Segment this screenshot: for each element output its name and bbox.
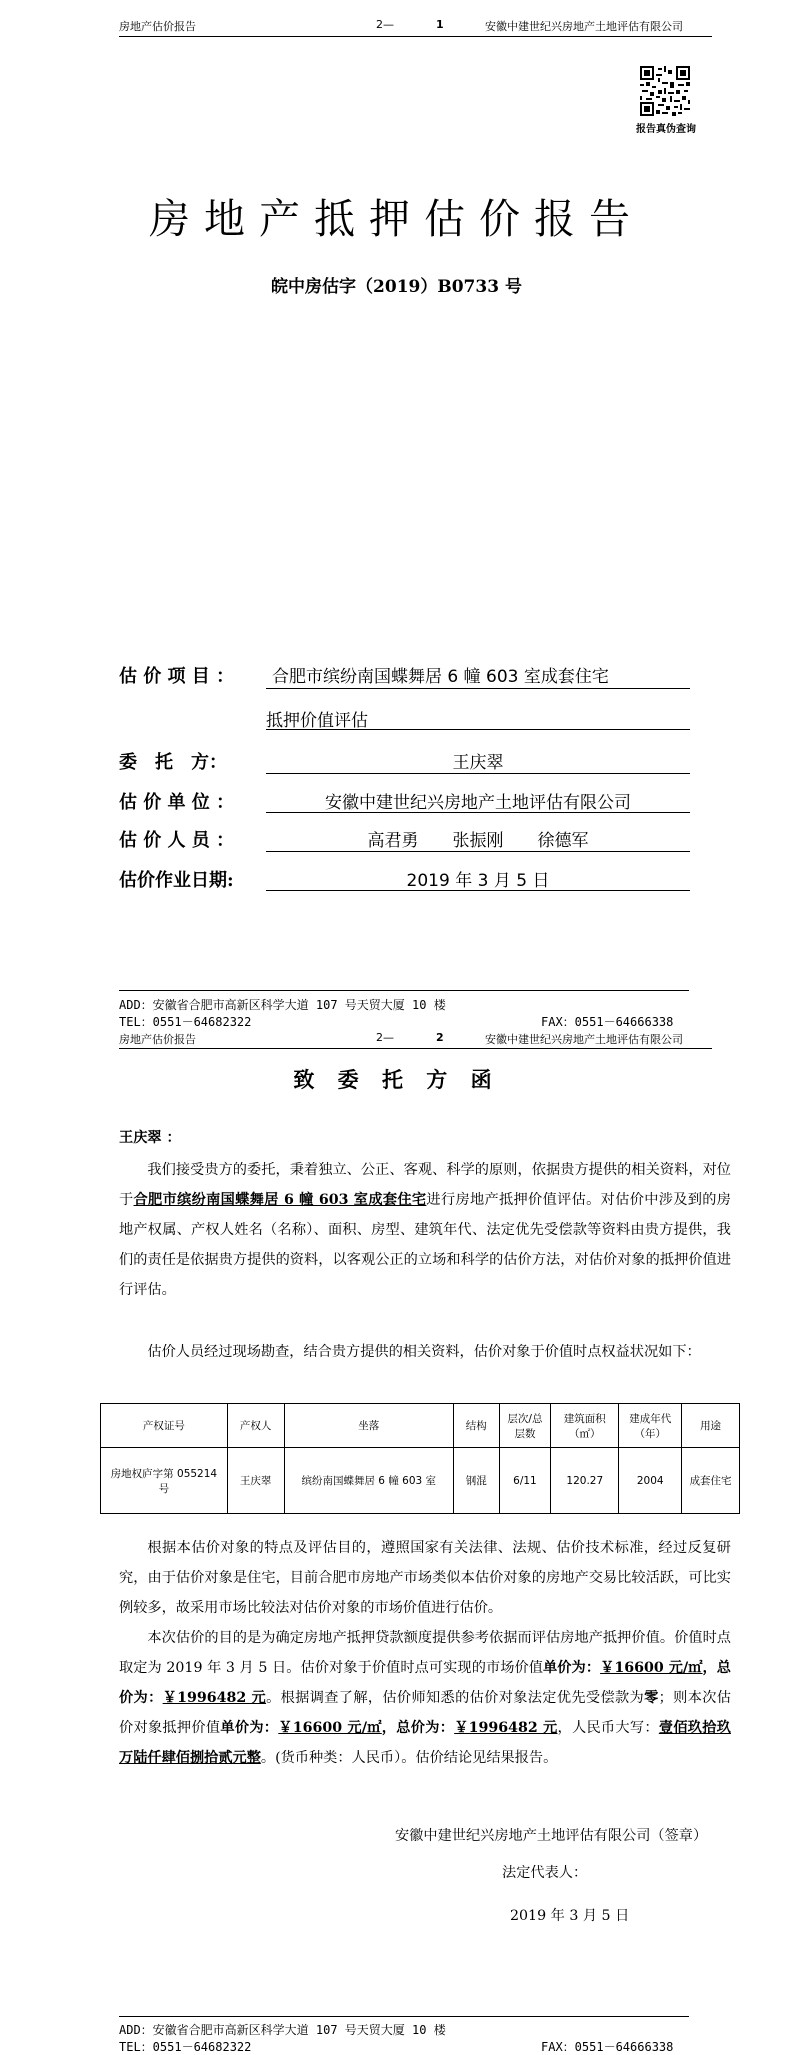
table-cell: 2004: [619, 1448, 682, 1514]
table-header-row: [101, 1404, 740, 1448]
priority-amount: 零: [644, 1690, 659, 1706]
table-row: [101, 1448, 740, 1514]
header-right: 安徽中建世纪兴房地产土地评估有限公司: [485, 1033, 683, 1046]
underline: [266, 890, 690, 891]
paragraph-4: [119, 1623, 731, 1773]
field-label-appraisers: 估 价 人 员 ：: [119, 830, 235, 851]
doc-number: 皖中房估字（2019）B0733 号: [271, 277, 522, 297]
paragraph-1: [119, 1155, 731, 1305]
underline: [266, 812, 690, 813]
salutation: 王庆翠 ：: [119, 1130, 181, 1146]
qr-code-icon: [640, 66, 690, 116]
footer-address: ADD：安徽省合肥市高新区科学大道 107 号天贸大厦 10 楼: [119, 2023, 446, 2037]
footer-tel: TEL：0551－64682322: [119, 1015, 252, 1029]
table-header: 层次/总层数: [499, 1404, 551, 1448]
text: 本次估价的目的是为确定房地产抵押贷款额度提供参考依据而评估房地产抵押价值。价值时点取定为 2019 年 3 月 5 日。估价对象于价值时点可实现的市场价值: [119, 1630, 731, 1676]
qr-caption: 报告真伪查询: [636, 124, 696, 135]
amount-in-words: 壹佰玖拾玖万陆仟肆佰捌拾贰元整: [119, 1720, 731, 1766]
field-value-project: 合肥市缤纷南国蝶舞居 6 幢 603 室成套住宅: [272, 667, 609, 687]
table-header: 坐落: [284, 1404, 453, 1448]
header-page-number: 2: [436, 1031, 444, 1044]
field-label-appraiser-org: 估 价 单 位 ：: [119, 792, 235, 813]
field-value-work-date: 2019 年 3 月 5 日: [406, 871, 550, 891]
table-header: 产权证号: [101, 1404, 228, 1448]
field-label-project: 估 价 项 目 ：: [119, 666, 235, 687]
table-cell: 缤纷南国蝶舞居 6 幢 603 室: [284, 1448, 453, 1514]
field-value-appraiser-org: 安徽中建世纪兴房地产土地评估有限公司: [325, 793, 631, 813]
mortgage-unit-value: ￥16600 元/㎡: [278, 1720, 382, 1736]
mortgage-unit-label: 单价为：: [220, 1720, 279, 1736]
table-cell: 钢混: [453, 1448, 499, 1514]
paragraph-2: 估价人员经过现场勘查，结合贵方提供的相关资料，估价对象于价值时点权益状况如下：: [147, 1344, 701, 1360]
header-page-prefix: 2—: [376, 1031, 394, 1044]
text: 。根据调查了解，估价师知悉的估价对象法定优先受偿款为: [266, 1690, 645, 1706]
text: 我们接受贵方的委托，秉着独立、公正、客观、科学的原则，依据贵方提供的相关资料，对位于: [119, 1162, 731, 1208]
footer-tel: TEL：0551－64682322: [119, 2040, 252, 2054]
header-left: 房地产估价报告: [119, 20, 196, 33]
header-rule: [119, 36, 712, 37]
footer-fax: FAX：0551－64666338: [541, 2040, 674, 2054]
footer-address: ADD：安徽省合肥市高新区科学大道 107 号天贸大厦 10 楼: [119, 998, 446, 1012]
table-cell: 成套住宅: [682, 1448, 740, 1514]
table-cell: 120.27: [551, 1448, 619, 1514]
unit-price-value: ￥16600 元/㎡: [600, 1660, 703, 1676]
field-value-project-line2: 抵押价值评估: [266, 711, 368, 731]
text: 进行房地产抵押价值评估。对估价中涉及到的房地产权属、产权人姓名（名称）、面积、房型、建筑年代、法定优先受偿款等资料由贵方提供，我们的责任是依据贵方提供的资料，以客观公正的立场和科学的估价方法，对估价对象的抵押价值进行评估。: [119, 1192, 731, 1298]
table-header: 建成年代（年）: [619, 1404, 682, 1448]
footer-rule: [119, 990, 689, 991]
text: ，人民币大写：: [557, 1720, 659, 1736]
header-left: 房地产估价报告: [119, 1033, 196, 1046]
total-price-value: ￥1996482 元: [162, 1690, 267, 1706]
header-right: 安徽中建世纪兴房地产土地评估有限公司: [485, 20, 683, 33]
underline: [266, 773, 690, 774]
unit-price-label: 单价为：: [543, 1660, 601, 1676]
sign-company: 安徽中建世纪兴房地产土地评估有限公司（签章）: [395, 1828, 708, 1844]
table-cell: 房地权庐字第 055214 号: [101, 1448, 228, 1514]
report-title: 房地产抵押估价报告: [149, 195, 644, 243]
table-header: 用途: [682, 1404, 740, 1448]
table-header: 产权人: [227, 1404, 284, 1448]
header-page-number: 1: [436, 18, 444, 31]
header-page-prefix: 2—: [376, 18, 394, 31]
table-header: 建筑面积（㎡）: [551, 1404, 619, 1448]
table-cell: 6/11: [499, 1448, 551, 1514]
property-table: [100, 1403, 740, 1514]
sign-representative: 法定代表人：: [502, 1865, 588, 1881]
text: 。(货币种类：人民币）。估价结论见结果报告。: [260, 1750, 558, 1766]
underline: [266, 851, 690, 852]
total-price-label: ，总价为：: [119, 1660, 731, 1706]
underline: [266, 729, 690, 730]
property-address: 合肥市缤纷南国蝶舞居 6 幢 603 室成套住宅: [133, 1192, 427, 1208]
sign-date: 2019 年 3 月 5 日: [510, 1908, 630, 1924]
letter-title: 致 委 托 方 函: [293, 1067, 500, 1092]
table-header: 结构: [453, 1404, 499, 1448]
field-value-client: 王庆翠: [452, 753, 504, 773]
mortgage-total-value: ￥1996482 元: [454, 1720, 558, 1736]
text: ；则本次估价对象抵押价值: [119, 1690, 731, 1736]
field-label-work-date: 估价作业日期:: [119, 870, 234, 891]
mortgage-total-label: ，总价为：: [381, 1720, 455, 1736]
field-value-appraisers: 高君勇 张振刚 徐德军: [367, 831, 589, 851]
field-label-client: 委 托 方：: [119, 752, 227, 773]
paragraph-3: 根据本估价对象的特点及评估目的，遵照国家有关法律、法规、估价技术标准，经过反复研究，由于估价对象是住宅，目前合肥市房地产市场类似本估价对象的房地产交易比较活跃，可比实例较多，故采用市场比较法对估价对象的市场价值进行估价。: [119, 1540, 731, 1616]
footer-rule: [119, 2016, 689, 2017]
underline: [266, 688, 690, 689]
footer-fax: FAX：0551－64666338: [541, 1015, 674, 1029]
table-cell: 王庆翠: [227, 1448, 284, 1514]
header-rule: [119, 1048, 712, 1049]
